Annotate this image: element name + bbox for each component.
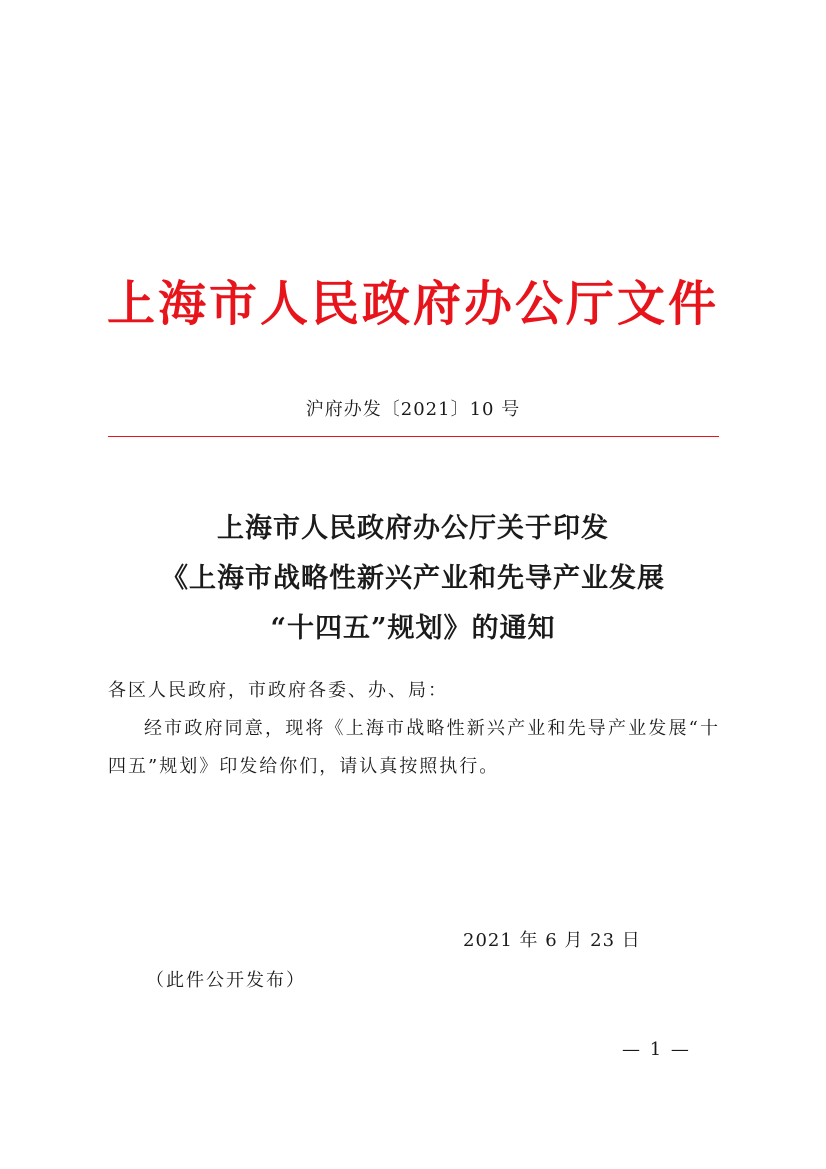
document-body — [108, 672, 720, 786]
document-masthead: 上海市人民政府办公厅文件 — [106, 276, 719, 332]
publish-note: （此件公开发布） — [146, 970, 306, 991]
document-number: 沪府办发〔2021〕10 号 — [305, 399, 521, 420]
salutation: 各区人民政府，市政府各委、办、局： — [108, 680, 448, 701]
title-line-2: 《上海市战略性新兴产业和先导产业发展 — [161, 563, 665, 594]
document-title — [0, 504, 826, 654]
title-line-1: 上海市人民政府办公厅关于印发 — [217, 513, 609, 544]
issue-date: 2021 年 6 月 23 日 — [463, 930, 641, 951]
page-number: — 1 — — [622, 1039, 691, 1060]
body-paragraph: 经市政府同意，现将《上海市战略性新兴产业和先导产业发展“十四五”规划》印发给你们，请认真按照执行。 — [108, 718, 720, 777]
title-line-3: “十四五”规划》的通知 — [270, 613, 556, 644]
red-separator-line — [108, 436, 719, 437]
